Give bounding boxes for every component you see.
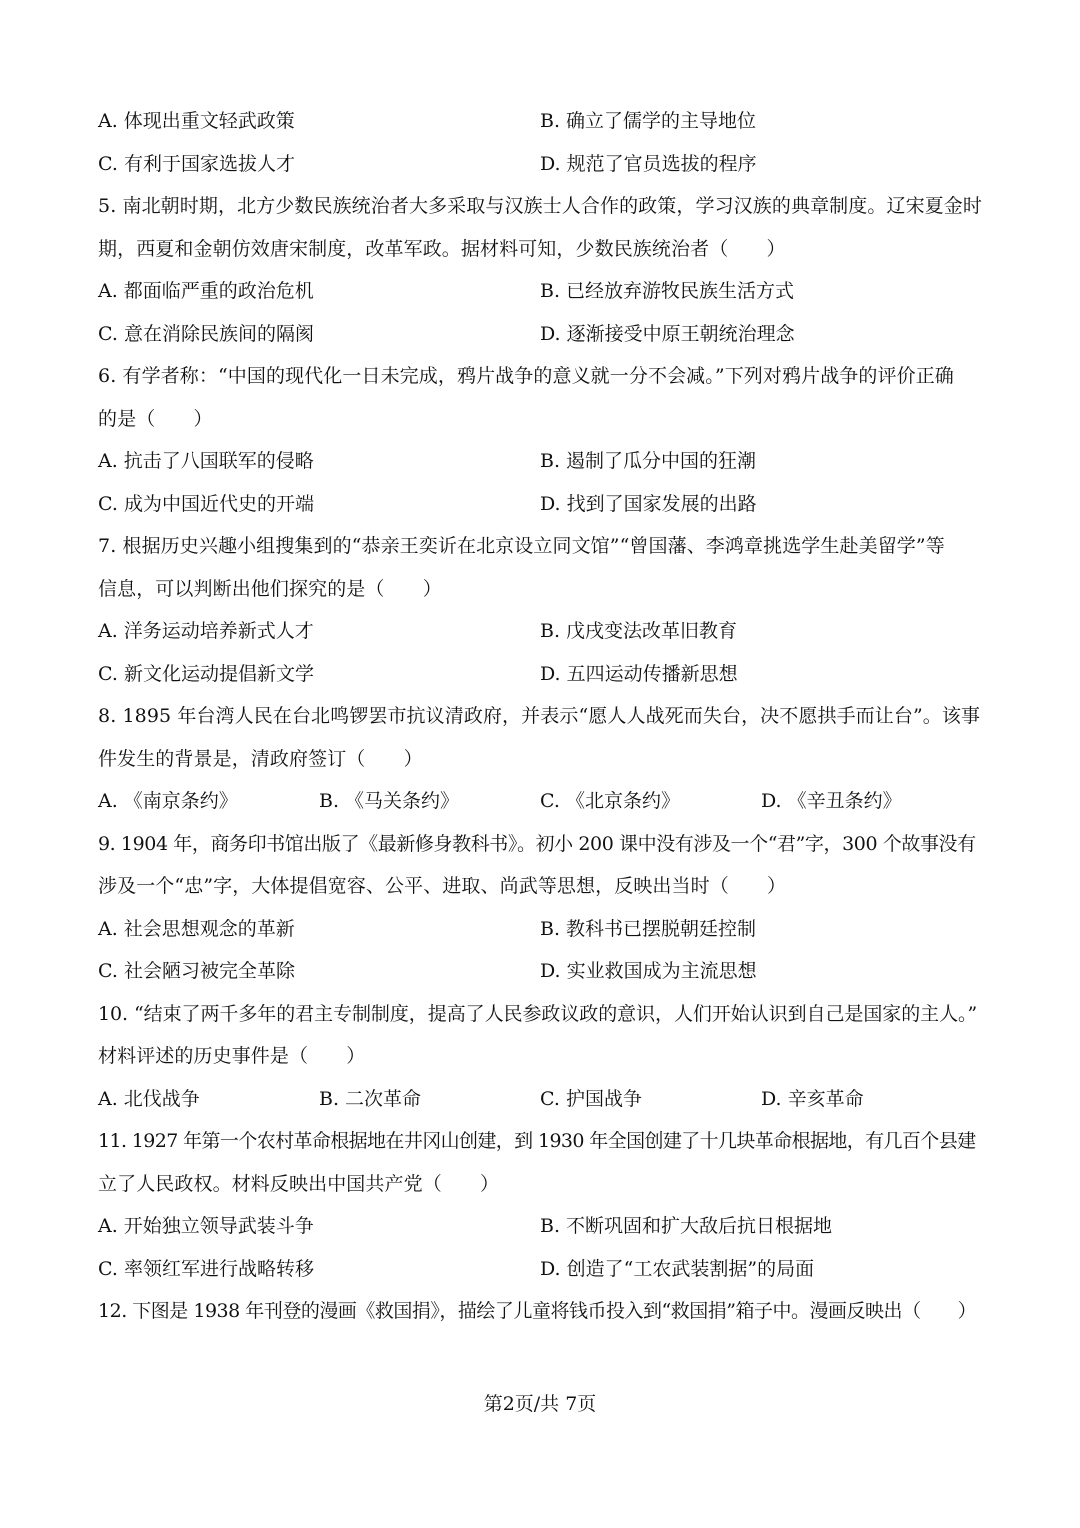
q4-option-b: B. 确立了儒学的主导地位 [540,110,757,132]
q11-stem-line-2: 立了人民政权。材料反映出中国共产党（ ） [98,1173,500,1195]
q7-stem-line-1: 7. 根据历史兴趣小组搜集到的“恭亲王奕䜣在北京设立同文馆”“曾国藩、李鸿章挑选学生赴美留学”等 [98,535,945,557]
q6-option-b: B. 遏制了瓜分中国的狂潮 [540,450,757,472]
q9-option-b: B. 教科书已摆脱朝廷控制 [540,918,757,940]
q10-option-c: C. 护国战争 [540,1088,642,1110]
q5-option-c: C. 意在消除民族间的隔阂 [98,323,314,345]
q9-option-a: A. 社会思想观念的革新 [98,918,295,940]
q6-stem-line-2: 的是（ ） [98,408,213,430]
q4-option-d: D. 规范了官员选拔的程序 [540,153,757,175]
q5-option-a: A. 都面临严重的政治危机 [98,280,314,302]
q8-stem-line-2: 件发生的背景是，清政府签订（ ） [98,748,423,770]
q8-option-b: B. 《马关条约》 [319,790,460,812]
q6-stem-line-1: 6. 有学者称：“中国的现代化一日未完成，鸦片战争的意义就一分不会减。”下列对鸦片战争的评价正确 [98,365,954,387]
q8-option-a: A. 《南京条约》 [98,790,238,812]
q10-option-a: A. 北伐战争 [98,1088,200,1110]
q11-option-b: B. 不断巩固和扩大敌后抗日根据地 [540,1215,833,1237]
q10-stem-line-2: 材料评述的历史事件是（ ） [98,1045,366,1067]
q9-option-c: C. 社会陋习被完全革除 [98,960,295,982]
q11-stem-line-1: 11. 1927 年第一个农村革命根据地在井冈山创建，到 1930 年全国创建了十几块革命根据地，有几百个县建 [98,1130,976,1152]
q7-option-d: D. 五四运动传播新思想 [540,663,738,685]
q8-option-c: C. 《北京条约》 [540,790,680,812]
q5-option-b: B. 已经放弃游牧民族生活方式 [540,280,795,302]
q9-stem-line-1: 9. 1904 年，商务印书馆出版了《最新修身教科书》。初小 200 课中没有涉及一个“君”字，300 个故事没有 [98,833,976,855]
q5-option-d: D. 逐渐接受中原王朝统治理念 [540,323,795,345]
q11-option-d: D. 创造了“工农武装割据”的局面 [540,1258,815,1280]
q7-option-c: C. 新文化运动提倡新文学 [98,663,314,685]
q6-option-d: D. 找到了国家发展的出路 [540,493,757,515]
q7-option-b: B. 戊戌变法改革旧教育 [540,620,738,642]
q8-stem-line-1: 8. 1895 年台湾人民在台北鸣锣罢市抗议清政府，并表示“愿人人战死而失台，决不愿拱手而让台”。该事 [98,705,981,727]
q10-option-b: B. 二次革命 [319,1088,422,1110]
q4-option-c: C. 有利于国家选拔人才 [98,153,295,175]
q10-stem-line-1: 10. “结束了两千多年的君主专制制度，提高了人民参政议政的意识，人们开始认识到自己是国家的主人。” [98,1003,978,1025]
q8-option-d: D. 《辛丑条约》 [761,790,902,812]
q4-option-a: A. 体现出重文轻武政策 [98,110,295,132]
q6-option-a: A. 抗击了八国联军的侵略 [98,450,314,472]
q11-option-a: A. 开始独立领导武装斗争 [98,1215,314,1237]
q5-stem-line-1: 5. 南北朝时期，北方少数民族统治者大多采取与汉族士人合作的政策，学习汉族的典章制度。辽宋夏金时 [98,195,982,217]
q9-option-d: D. 实业救国成为主流思想 [540,960,757,982]
q9-stem-line-2: 涉及一个“忠”字，大体提倡宽容、公平、进取、尚武等思想，反映出当时（ ） [98,875,787,897]
page-footer: 第2页/共 7页 [483,1393,597,1415]
q7-stem-line-2: 信息，可以判断出他们探究的是（ ） [98,578,442,600]
q7-option-a: A. 洋务运动培养新式人才 [98,620,314,642]
q6-option-c: C. 成为中国近代史的开端 [98,493,314,515]
q11-option-c: C. 率领红军进行战略转移 [98,1258,314,1280]
q5-stem-line-2: 期，西夏和金朝仿效唐宋制度，改革军政。据材料可知，少数民族统治者（ ） [98,238,786,260]
q10-option-d: D. 辛亥革命 [761,1088,864,1110]
q12-stem-line-1: 12. 下图是 1938 年刊登的漫画《救国捐》，描绘了儿童将钱币投入到“救国捐”箱子中。漫画反映出（ ） [98,1300,977,1322]
